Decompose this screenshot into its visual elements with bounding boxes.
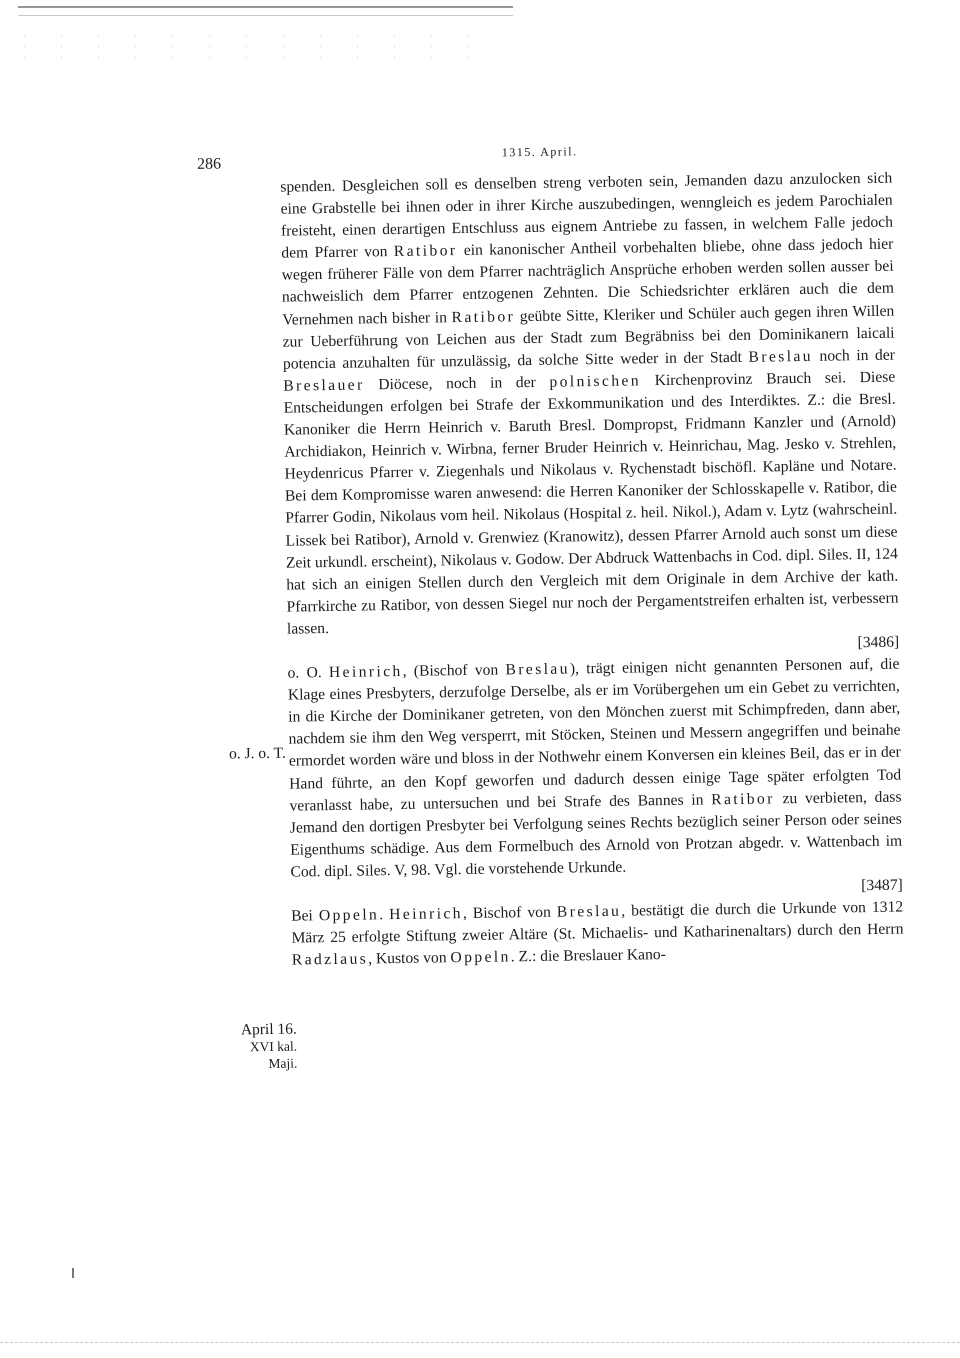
running-head: 1315. April. xyxy=(501,144,578,160)
text-segment: o. O. xyxy=(287,664,330,682)
page-number: 286 xyxy=(196,155,222,173)
text-segment: ein kanonischer Antheil vorbehalten bliebe, ohne dass jedoch hier wegen früherer Fälle von dem Pfarrer nachträglich Ansprüche erhoben werden sollen ausser bei nachweislich dem Pfarrer entzogenen Zehnten. Die Schiedsrichter erklären auch die dem Vernehmen nach bisher in xyxy=(281,235,895,329)
place-name: Ratibor xyxy=(393,242,458,261)
text-segment: , Bischof von xyxy=(462,903,557,923)
body-text xyxy=(280,168,904,972)
place-name: Ratibor xyxy=(711,790,775,808)
person-name: Heinrich xyxy=(389,905,464,924)
text-segment: . Z.: die Breslauer Kano- xyxy=(510,946,666,966)
place-name: polnischen xyxy=(549,372,642,391)
place-name: Ratibor xyxy=(451,307,516,326)
margin-month: Maji. xyxy=(268,1055,298,1071)
entry-april-16 xyxy=(291,897,904,972)
place-name: Oppeln xyxy=(450,948,511,967)
text-segment: , bestätigt die durch die Urkunde von 1312 März 25 erfolgte Stiftung zweier Altäre (St. Michaelis- und Katharinenaltars) durch den Herrn xyxy=(291,898,904,947)
text-segment: Diöcese, noch in der xyxy=(364,373,550,394)
person-name: Heinrich xyxy=(328,662,403,682)
text-segment: Bei xyxy=(291,907,320,925)
text-segment: noch in der xyxy=(812,346,896,365)
margin-note-undated: o. J. o. T. xyxy=(228,744,286,763)
entry-3486 xyxy=(280,168,899,663)
text-segment: ), trägt einigen nicht genannten Personen auf, die Klage eines Presbyters, derzufolge Derselbe, als er im Vorübergehen um ein Gebet zu verrichten, in die Kirche der Dominikaner getreten, von den Mönchen zuerst mit Schimpfreden, dann aber, nachdem sie ihm den Weg versperrt, mit Stöcken, Steinen und Messern angegriffen und beinahe ermordet worden wäre und bloss in der Nothwehr einem Konversen ein kleines Beil, das er in der Hand führte, an den Kopf geworfen und dadurch dessen einige Tage später erfolgten Tod veranlasst habe, zu untersuchen und bei Strafe des Bannes in xyxy=(287,655,902,815)
text-segment: . xyxy=(379,906,390,924)
text-segment: , (Bischof von xyxy=(402,661,506,680)
entry-3487 xyxy=(287,654,903,906)
text-segment: spenden. Desgleichen soll es denselben streng verboten sein, Jemanden dazu anzulocken sich eine Grabstelle bei ihnen oder in ihrer Kirche auszubedingen, wenngleich es jedem Parochialen freisteht, einen derartigen Entschluss aus eignem Antriebe zu fassen, in welchem Falle jedoch dem Pfarrer von xyxy=(280,169,894,262)
place-name: Oppeln xyxy=(318,906,380,925)
place-name: Breslau xyxy=(556,902,622,921)
text-segment: geübte Sitte, Kleriker und Schüler auch gegen ihren Willen zur Ueberführung von Leichen aus der Stadt zum Begräbniss bei den Dominikanern laicali potencia anzuhalten für unzulässig, da solche Sitte weder in der Stadt xyxy=(282,302,895,373)
text-segment: , Kustos von xyxy=(368,949,451,968)
reference-number: [3487] xyxy=(861,876,903,895)
reference-number: [3486] xyxy=(857,633,900,652)
margin-kalends: XVI kal. xyxy=(249,1038,298,1055)
margin-note-date xyxy=(205,1021,298,1073)
place-name: Breslauer xyxy=(283,376,365,395)
place-name: Breslau xyxy=(505,660,571,679)
person-name: Radzlaus xyxy=(291,950,369,969)
text-segment: Kirchenprovinz Brauch sei. Diese Entscheidungen erfolgen bei Strafe der Exkommunikation und des Interdiktes. Z.: die Bresl. Kanoniker die Herrn Heinrich v. Baruth Bresl. Dompropst, Fridmann Kanzler und (Arnold) Archidiakon, Heinrich v. Wirbna, ferner Bruder Heinrich v. Heinrichau, Mag. Jesko v. Strehlen, Heydenricus Pfarrer v. Ziegenhals und Nikolaus v. Rychenstadt bischöfl. Kapläne und Notare. Bei dem Kompromisse waren anwesend: die Herren Kanoniker der Schlosskapelle v. Ratibor, die Pfarrer Godin, Nikolaus vom heil. Nikolaus (Hospital z. heil. Nikol.), Adam v. Lytz (wahrscheinl. Lissek bei Ratibor), Arnold v. Grenwiez (Kranowitz), dessen Pfarrer Arnold auch sonst um diese Zeit urkundl. erscheint), Nikolaus v. Godow. Der Abdruck Wattenbachs in Cod. dipl. Siles. II, 124 hat sich an einigen Stellen durch den Vergleich mit dem Originale in dem Archive der kath. Pfarrkirche zu Ratibor, von dessen Siegel nur noch der Pergamentstreifen erhalten ist, verbessern lassen. xyxy=(283,368,899,638)
margin-date: April 16. xyxy=(240,1020,297,1039)
text-segment: zu verbieten, dass Jemand den dortigen Presbyter bei Verfolgung seines Rechts bezüglich seiner Person oder seines Eigenthums schädige. Aus dem Formelbuch des Arnold von Protzan abgedr. v. Wattenbach im Cod. dipl. Siles. V, 98. Vgl. die vorstehende Urkunde. xyxy=(289,788,903,881)
place-name: Breslau xyxy=(748,347,814,366)
